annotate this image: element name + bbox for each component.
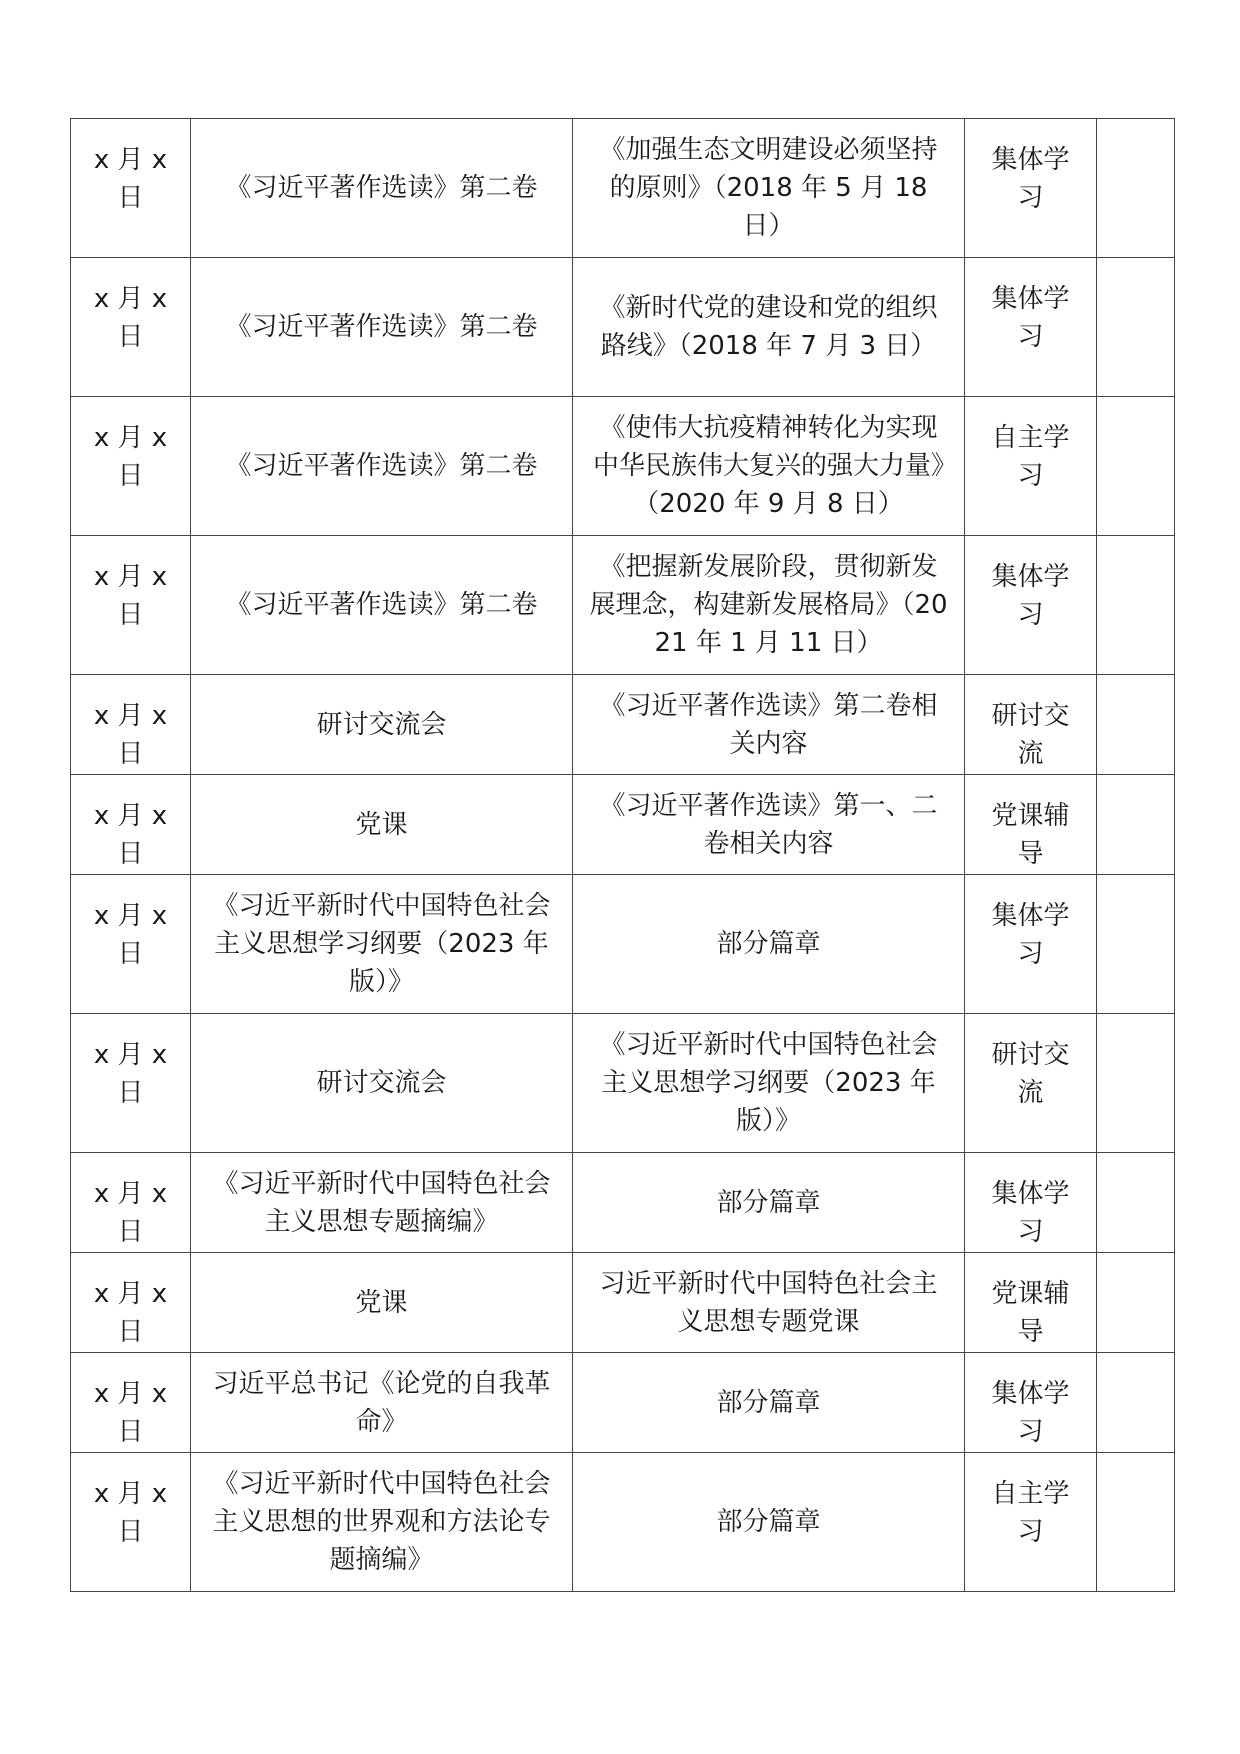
- date-cell: x 月 x 日: [71, 875, 191, 1014]
- table-row: [71, 119, 1175, 258]
- content-cell: 部分篇章: [573, 1353, 965, 1453]
- note-cell: [1097, 119, 1175, 258]
- note-cell: [1097, 775, 1175, 875]
- table-row: [71, 1353, 1175, 1453]
- note-cell: [1097, 536, 1175, 675]
- table-row: [71, 1014, 1175, 1153]
- form-cell: 党课辅导: [965, 1253, 1097, 1353]
- content-cell: 《加强生态文明建设必须坚持的原则》（2018 年 5 月 18 日）: [573, 119, 965, 258]
- material-cell: 《习近平新时代中国特色社会主义思想学习纲要（2023 年版）》: [191, 875, 573, 1014]
- material-cell: 研讨交流会: [191, 675, 573, 775]
- material-cell: 党课: [191, 775, 573, 875]
- content-cell: 《把握新发展阶段，贯彻新发展理念，构建新发展格局》（2021 年 1 月 11 日）: [573, 536, 965, 675]
- material-cell: 《习近平新时代中国特色社会主义思想的世界观和方法论专题摘编》: [191, 1453, 573, 1592]
- note-cell: [1097, 1014, 1175, 1153]
- material-cell: 《习近平著作选读》第二卷: [191, 119, 573, 258]
- form-cell: 集体学习: [965, 536, 1097, 675]
- content-cell: 《习近平著作选读》第二卷相关内容: [573, 675, 965, 775]
- date-cell: x 月 x 日: [71, 1453, 191, 1592]
- date-cell: x 月 x 日: [71, 536, 191, 675]
- table-row: [71, 397, 1175, 536]
- content-cell: 《新时代党的建设和党的组织路线》（2018 年 7 月 3 日）: [573, 258, 965, 397]
- date-cell: x 月 x 日: [71, 1153, 191, 1253]
- date-cell: x 月 x 日: [71, 258, 191, 397]
- table-row: [71, 258, 1175, 397]
- content-cell: 《习近平新时代中国特色社会主义思想学习纲要（2023 年版）》: [573, 1014, 965, 1153]
- form-cell: 自主学习: [965, 397, 1097, 536]
- date-cell: x 月 x 日: [71, 1014, 191, 1153]
- content-cell: 部分篇章: [573, 1453, 965, 1592]
- content-cell: 习近平新时代中国特色社会主义思想专题党课: [573, 1253, 965, 1353]
- note-cell: [1097, 1253, 1175, 1353]
- table-row: [71, 875, 1175, 1014]
- form-cell: 研讨交流: [965, 1014, 1097, 1153]
- material-cell: 《习近平新时代中国特色社会主义思想专题摘编》: [191, 1153, 573, 1253]
- form-cell: 集体学习: [965, 1153, 1097, 1253]
- date-cell: x 月 x 日: [71, 397, 191, 536]
- content-cell: 部分篇章: [573, 875, 965, 1014]
- material-cell: 《习近平著作选读》第二卷: [191, 397, 573, 536]
- table-row: [71, 536, 1175, 675]
- material-cell: 党课: [191, 1253, 573, 1353]
- form-cell: 自主学习: [965, 1453, 1097, 1592]
- study-plan-table: [70, 118, 1175, 1592]
- table-row: [71, 1153, 1175, 1253]
- date-cell: x 月 x 日: [71, 119, 191, 258]
- date-cell: x 月 x 日: [71, 675, 191, 775]
- form-cell: 集体学习: [965, 258, 1097, 397]
- table-row: [71, 675, 1175, 775]
- note-cell: [1097, 675, 1175, 775]
- form-cell: 集体学习: [965, 875, 1097, 1014]
- date-cell: x 月 x 日: [71, 775, 191, 875]
- form-cell: 集体学习: [965, 1353, 1097, 1453]
- table-row: [71, 775, 1175, 875]
- table-row: [71, 1253, 1175, 1353]
- content-cell: 部分篇章: [573, 1153, 965, 1253]
- form-cell: 集体学习: [965, 119, 1097, 258]
- note-cell: [1097, 1353, 1175, 1453]
- date-cell: x 月 x 日: [71, 1253, 191, 1353]
- material-cell: 《习近平著作选读》第二卷: [191, 258, 573, 397]
- form-cell: 研讨交流: [965, 675, 1097, 775]
- table-row: [71, 1453, 1175, 1592]
- material-cell: 习近平总书记《论党的自我革命》: [191, 1353, 573, 1453]
- content-cell: 《使伟大抗疫精神转化为实现中华民族伟大复兴的强大力量》（2020 年 9 月 8 日）: [573, 397, 965, 536]
- note-cell: [1097, 1453, 1175, 1592]
- material-cell: 研讨交流会: [191, 1014, 573, 1153]
- note-cell: [1097, 1153, 1175, 1253]
- note-cell: [1097, 258, 1175, 397]
- content-cell: 《习近平著作选读》第一、二卷相关内容: [573, 775, 965, 875]
- note-cell: [1097, 397, 1175, 536]
- form-cell: 党课辅导: [965, 775, 1097, 875]
- date-cell: x 月 x 日: [71, 1353, 191, 1453]
- note-cell: [1097, 875, 1175, 1014]
- material-cell: 《习近平著作选读》第二卷: [191, 536, 573, 675]
